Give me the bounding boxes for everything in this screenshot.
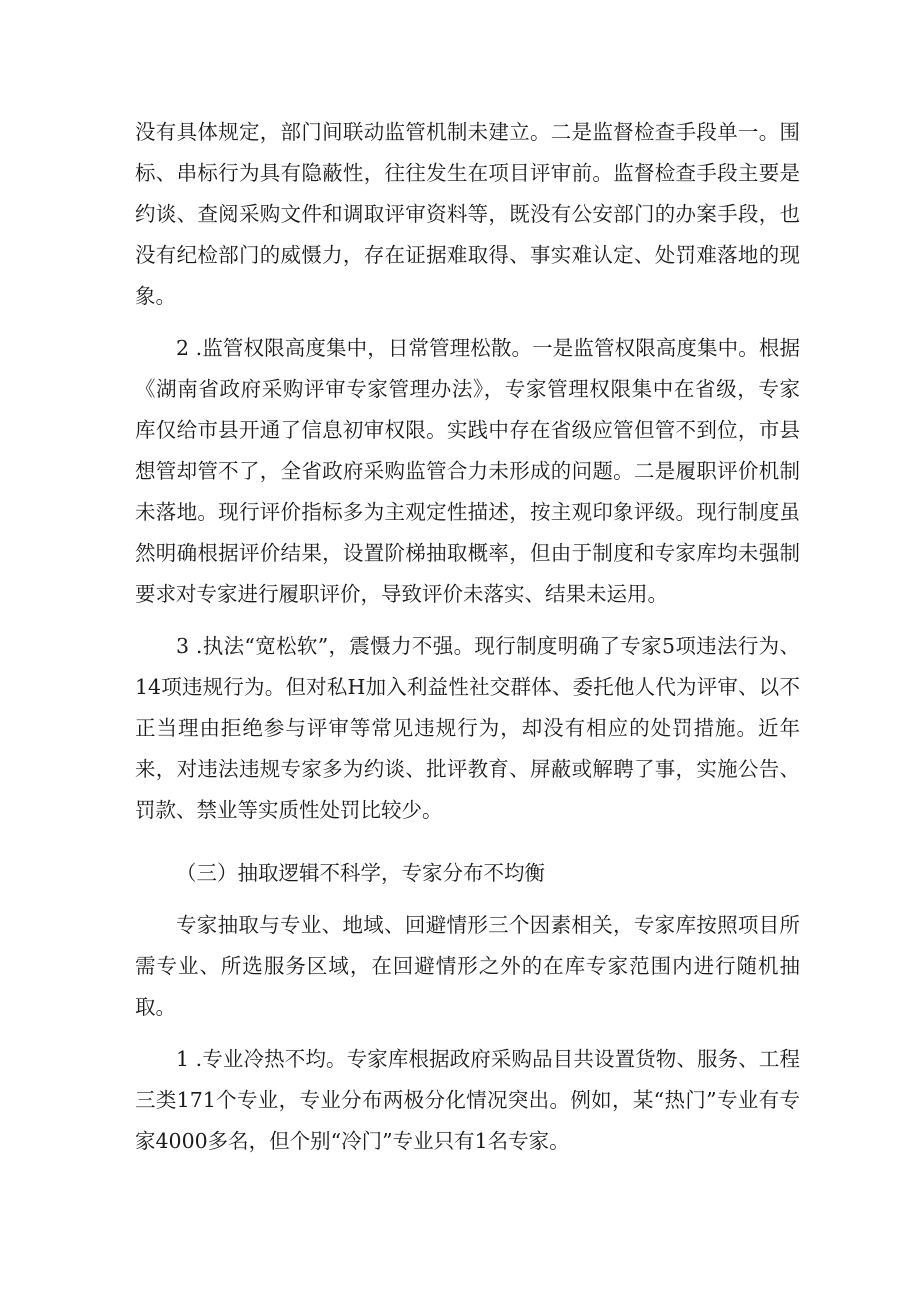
paragraph-item-1: 1 .专业冷热不均。专家库根据政府采购品目共设置货物、服务、工程三类171个专业，专业分布两极分化情况突出。例如，某“热门”专业有专家4000多名，但个别“冷门”专业只有1名专家。 xyxy=(135,1047,800,1153)
paragraph-item-2: 2 .监管权限高度集中，日常管理松散。一是监管权限高度集中。根据《湖南省政府采购评审专家管理办法》，专家管理权限集中在省级，专家库仅给市县开通了信息初审权限。实践中存在省级应管但管不到位，市县想管却管不了，全省政府采购监管合力未形成的问题。二是履职评价机制未落地。现行评价指标多为主观定性描述，按主观印象评级。现行制度虽然明确根据评价结果，设置阶梯抽取概率，但由于制度和专家库均未强制要求对专家进行履职评价，导致评价未落实、结果未运用。 xyxy=(135,336,800,606)
paragraph-extraction-intro: 专家抽取与专业、地域、回避情形三个因素相关，专家库按照项目所需专业、所选服务区域，在回避情形之外的在库专家范围内进行随机抽取。 xyxy=(135,913,800,1019)
paragraph-item-3: 3 .执法“宽松软”，震慑力不强。现行制度明确了专家5项违法行为、14项违规行为。但对私H加入利益性社交群体、委托他人代为评审、以不正当理由拒绝参与评审等常见违规行为，却没有相应的处罚措施。近年来，对违法违规专家多为约谈、批评教育、屏蔽或解聘了事，实施公告、罚款、禁业等实质性处罚比较少。 xyxy=(135,634,800,822)
section-heading-3: （三）抽取逻辑不科学，专家分布不均衡 xyxy=(176,861,545,885)
document-body xyxy=(135,112,800,1162)
paragraph-continuation: 没有具体规定，部门间联动监管机制未建立。二是监督检查手段单一。围标、串标行为具有隐蔽性，往往发生在项目评审前。监督检查手段主要是约谈、查阅采购文件和调取评审资料等，既没有公安部门的办案手段，也没有纪检部门的威慑力，存在证据难取得、事实难认定、处罚难落地的现象。 xyxy=(135,120,800,308)
